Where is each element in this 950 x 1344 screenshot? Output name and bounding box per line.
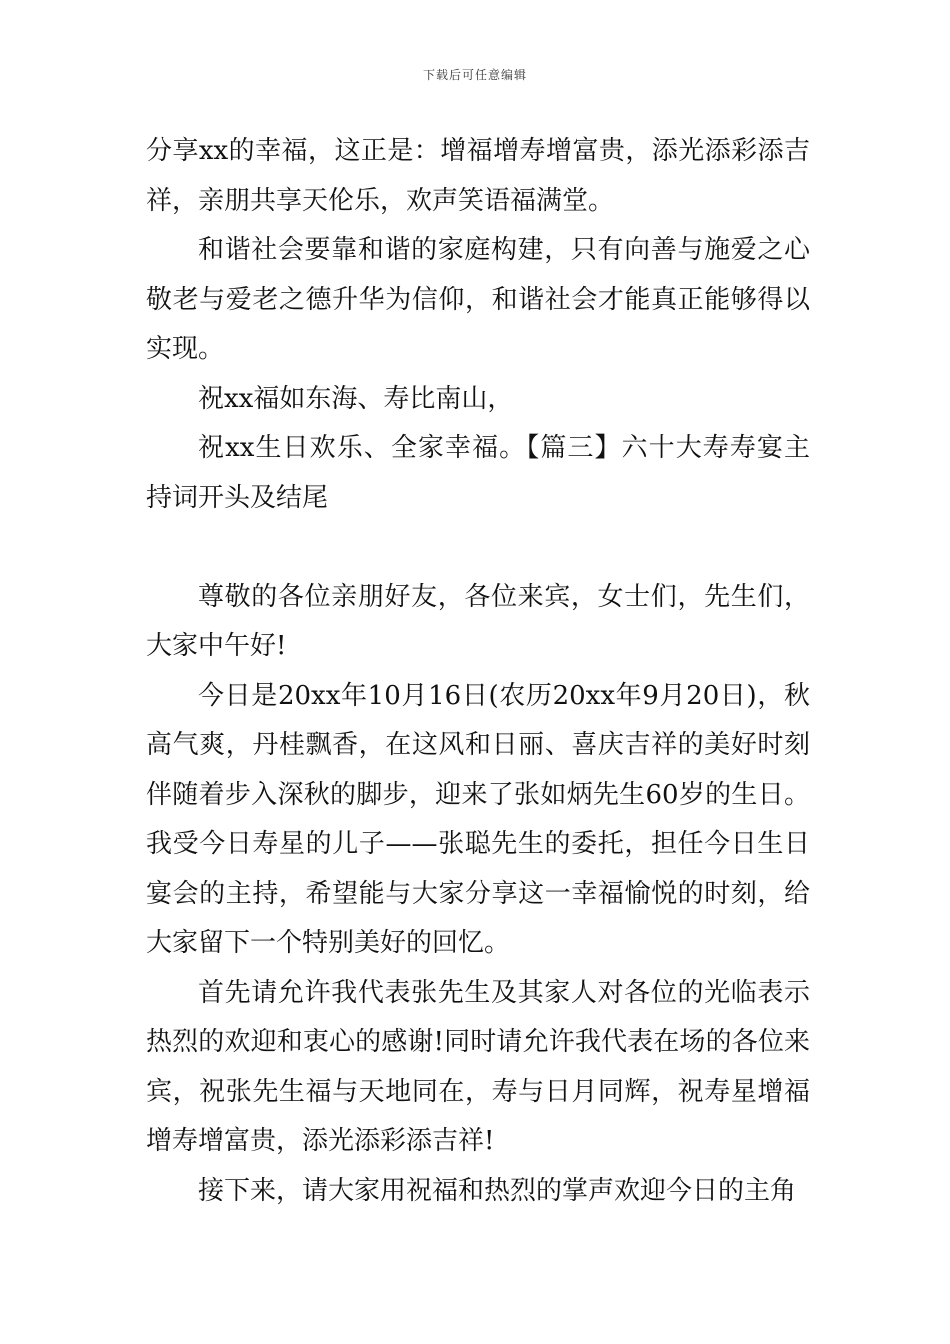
paragraph-next: 接下来，请大家用祝福和热烈的掌声欢迎今日的主角 — [198, 1175, 797, 1206]
paragraph-blessing-1: 祝xx福如东海、寿比南山， — [198, 383, 514, 414]
document-body — [146, 127, 810, 1216]
paragraph-continuation: 分享xx的幸福，这正是：增福增寿增富贵，添光添彩添吉祥，亲朋共享天伦乐，欢声笑语福满堂。 — [146, 136, 810, 216]
paragraph-date-intro: 今日是20xx年10月16日(农历20xx年9月20日)，秋高气爽，丹桂飘香，在这风和日丽、喜庆吉祥的美好时刻伴随着步入深秋的脚步，迎来了张如炳先生60岁的生日。我受今日寿星的儿子——张聪先生的委托，担任今日生日宴会的主持，希望能与大家分享这一幸福愉悦的时刻，给大家留下一个特别美好的回忆。 — [146, 680, 810, 958]
paragraph-greeting: 尊敬的各位亲朋好友，各位来宾，女士们，先生们，大家中午好! — [146, 581, 810, 661]
download-note: 下载后可任意编辑 — [422, 68, 527, 82]
paragraph-blessing-2: 祝xx生日欢乐、全家幸福。【篇三】六十大寿寿宴主持词开头及结尾 — [146, 433, 810, 513]
paragraph-welcome: 首先请允许我代表张先生及其家人对各位的光临表示热烈的欢迎和衷心的感谢!同时请允许我代表在场的各位来宾，祝张先生福与天地同在，寿与日月同辉，祝寿星增福增寿增富贵，添光添彩添吉祥! — [146, 977, 810, 1156]
paragraph-harmony: 和谐社会要靠和谐的家庭构建，只有向善与施爱之心敬老与爱老之德升华为信仰，和谐社会才能真正能够得以实现。 — [146, 235, 810, 364]
blank-line — [146, 523, 810, 573]
